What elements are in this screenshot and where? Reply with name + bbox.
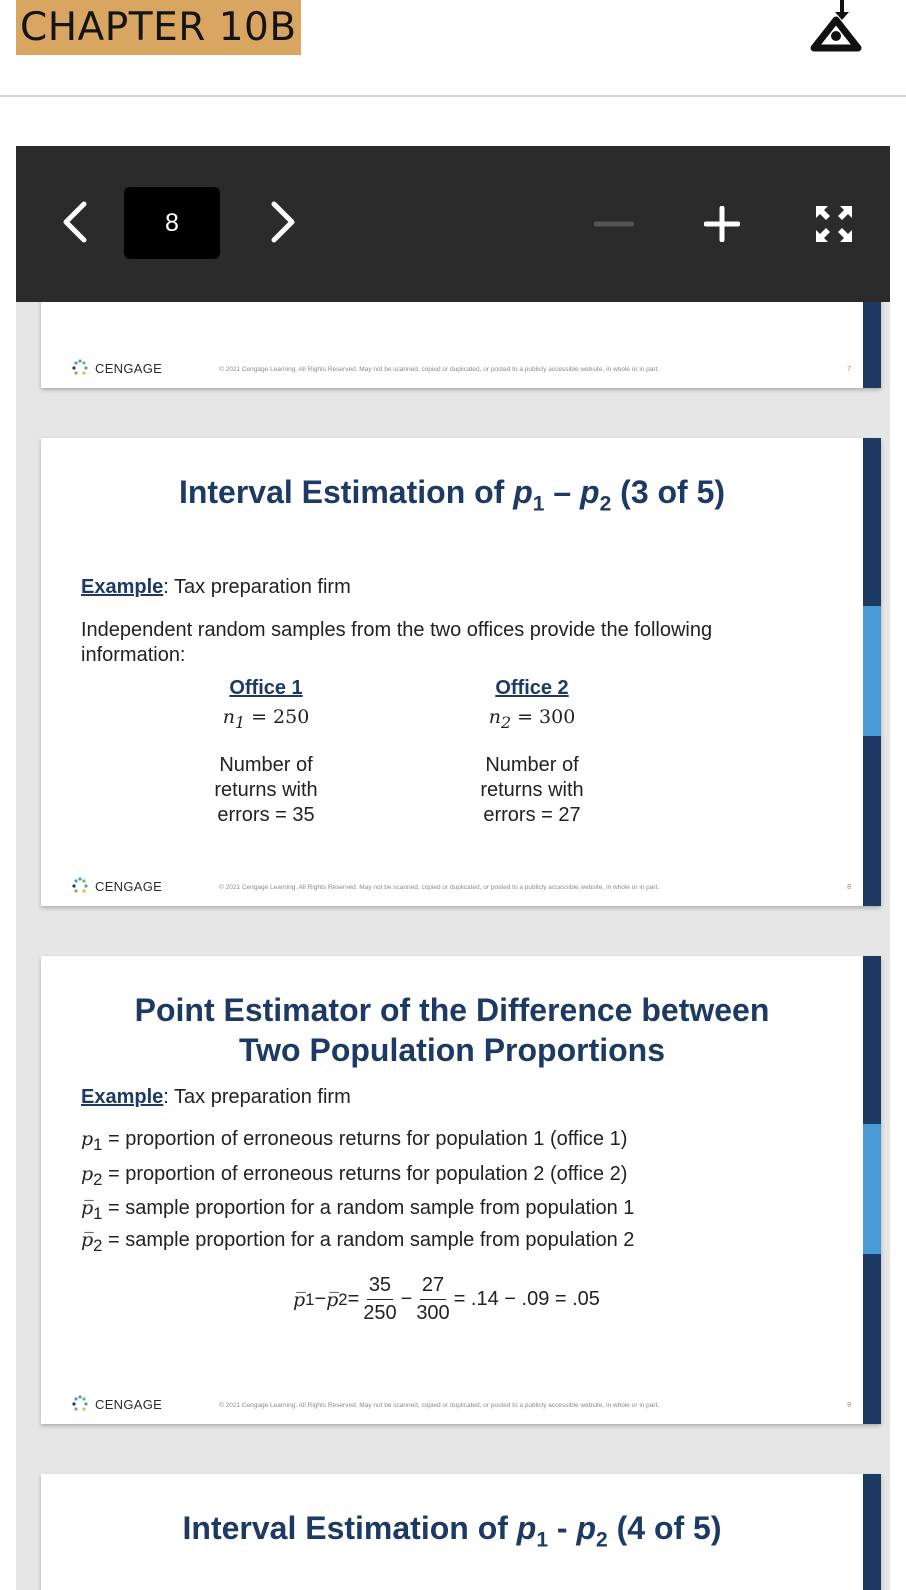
plus-icon	[704, 206, 740, 242]
slide-accent-bar	[863, 302, 881, 388]
slide-8	[41, 438, 881, 906]
page-number-input[interactable]: 8	[124, 187, 220, 259]
office-2-sample-size: $n_2 = 300$	[488, 706, 576, 732]
slide-number: 9	[847, 1402, 851, 1409]
fraction-2: $\frac{27}{300}$	[416, 1274, 450, 1324]
fraction-1: $\frac{35}{250}$	[363, 1274, 397, 1324]
cengage-logo-icon	[69, 358, 91, 378]
copyright-text: © 2021 Cengage Learning. All Rights Reserved. May not be scanned, copied or duplicated, or posted to a publicly accessible website, in whole or in part.	[219, 1402, 660, 1409]
chevron-left-icon	[60, 200, 90, 244]
example-line: Example: Tax preparation firm	[81, 576, 351, 598]
slide-9	[41, 956, 881, 1424]
office-2-column: Office 2 $n_2 = 300$ Number of returns with errors = 27	[472, 676, 592, 828]
cengage-logo-icon	[69, 876, 91, 896]
logo-text: CENGAGE	[95, 878, 163, 894]
difference-formula: p̅ 1 − p̅ 2 = $\frac{35}{250}$ − $\frac{27}{300}$ = .14 − .09 = .05	[293, 1274, 600, 1324]
office-1-sample-size: $n_1 = 250$	[222, 706, 310, 732]
slide-number: 7	[847, 366, 851, 373]
logo-text: CENGAGE	[95, 360, 163, 376]
office-1-column: Office 1 $n_1 = 250$ Number of returns with errors = 35	[206, 676, 326, 828]
zoom-out-button[interactable]	[586, 196, 642, 252]
office-2-errors: Number of returns with errors = 27	[480, 753, 584, 826]
download-icon[interactable]	[806, 0, 866, 56]
definition-line: $p̅_2$ = sample proportion for a random sample from population 2	[81, 1229, 635, 1255]
slide-accent-bar	[863, 1474, 881, 1590]
slide-accent-highlight	[863, 606, 881, 736]
slide-number: 8	[847, 884, 851, 891]
chevron-right-icon	[268, 200, 298, 244]
example-line: Example: Tax preparation firm	[81, 1086, 351, 1108]
slide-accent-highlight	[863, 1124, 881, 1254]
fullscreen-button[interactable]	[806, 196, 862, 252]
chapter-title: CHAPTER 10B	[16, 0, 301, 55]
definition-line: $p̅_1$ = sample proportion for a random sample from population 1	[81, 1197, 635, 1223]
cengage-logo	[69, 876, 162, 896]
slide-title: Interval Estimation of $p_1 - p_2$ (3 of 5)	[178, 474, 726, 516]
cengage-logo	[69, 358, 162, 378]
office-1-errors: Number of returns with errors = 35	[214, 753, 318, 826]
app-header	[0, 0, 906, 97]
minus-icon	[594, 219, 634, 229]
viewer-toolbar	[16, 146, 890, 302]
next-page-button[interactable]	[258, 192, 308, 252]
copyright-text: © 2021 Cengage Learning. All Rights Reserved. May not be scanned, copied or duplicated, or posted to a publicly accessible website, in whole or in part.	[219, 366, 660, 373]
definition-line: $p_2$ = proportion of erroneous returns for population 2 (office 2)	[81, 1163, 628, 1189]
definition-line: $p_1$ = proportion of erroneous returns for population 1 (office 1)	[81, 1128, 628, 1154]
cengage-logo	[69, 1394, 162, 1414]
slide-10	[41, 1474, 881, 1590]
copyright-text: © 2021 Cengage Learning. All Rights Reserved. May not be scanned, copied or duplicated, or posted to a publicly accessible website, in whole or in part.	[219, 884, 660, 891]
slide-title: Interval Estimation of $p_1 - p_2$ (4 of 5)	[182, 1510, 722, 1552]
slide-7	[41, 302, 881, 388]
fullscreen-icon	[814, 204, 854, 244]
logo-text: CENGAGE	[95, 1396, 163, 1412]
previous-page-button[interactable]	[50, 192, 100, 252]
slide-title: Point Estimator of the Difference between Two Population Proportions	[134, 992, 770, 1068]
zoom-in-button[interactable]	[694, 196, 750, 252]
slide-viewer[interactable]	[16, 302, 890, 1590]
cengage-logo-icon	[69, 1394, 91, 1414]
intro-text: Independent random samples from the two offices provide the following information:	[81, 619, 713, 666]
